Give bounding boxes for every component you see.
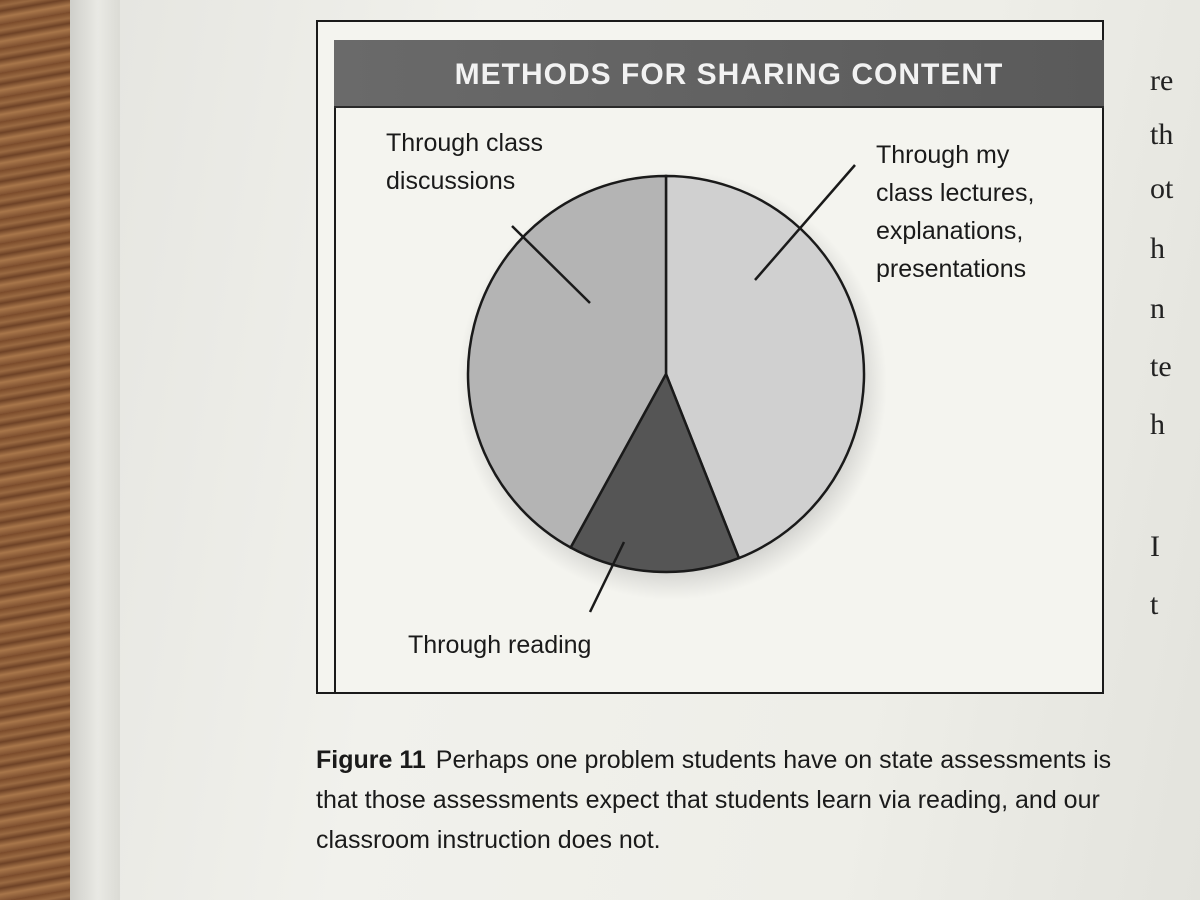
bleed-text-3: h	[1150, 232, 1165, 265]
label-discussions: Through class discussions	[386, 129, 544, 195]
label-lectures: Through my class lectures, explanations, presentations	[876, 141, 1035, 283]
caption-text: Perhaps one problem students have on state assessments is that those assessments expect that students learn via reading, and our classroom instruction does not.	[316, 746, 1112, 854]
figure-number: Figure 11	[316, 746, 426, 774]
figure-caption	[316, 740, 1156, 860]
bleed-text-2: ot	[1150, 172, 1174, 205]
bleed-text-4: n	[1150, 292, 1165, 325]
bleed-text-8: t	[1150, 588, 1159, 621]
bleed-text-7: I	[1150, 530, 1160, 563]
bleed-text-0: re	[1150, 64, 1174, 97]
bleed-text-6: h	[1150, 408, 1165, 441]
bleed-text-5: te	[1150, 350, 1172, 383]
label-reading: Through reading	[408, 631, 592, 659]
chart-title: METHODS FOR SHARING CONTENT	[454, 58, 1004, 91]
bleed-text-1: th	[1150, 118, 1174, 151]
